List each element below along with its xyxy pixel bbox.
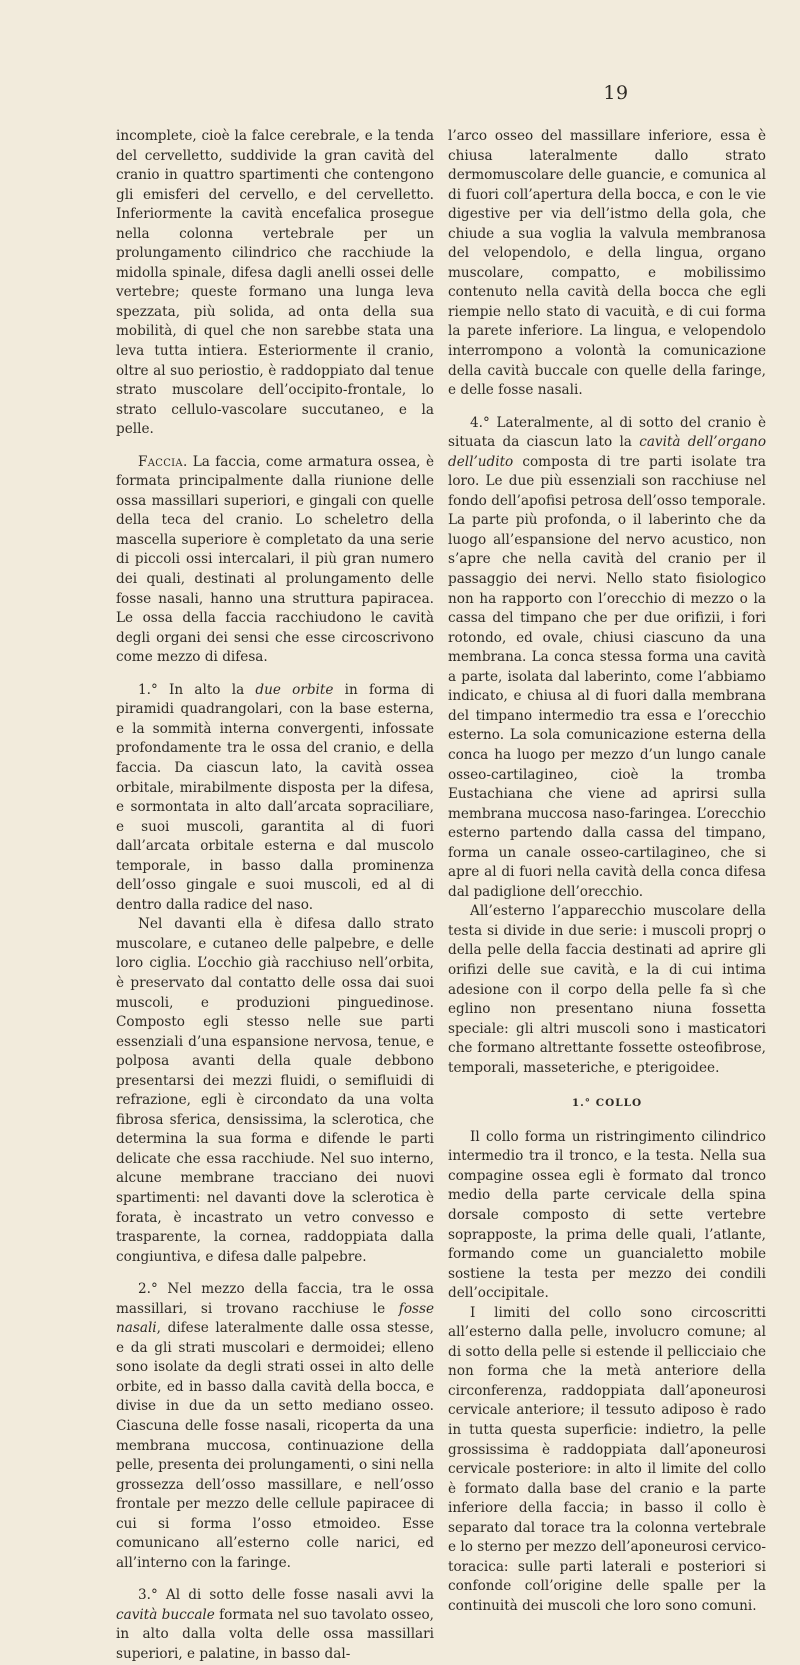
paragraph-text: in forma di piramidi quadrangolari, con la base esterna, e la sommità interna convergenti, infossate profondamente tra le ossa del cranio, e della faccia. Da ciascun lato, la cavità ossea orbitale, mirabilmente disposta per la difesa, e sormontata in alto dall’arcata sopraciliare, e suoi muscoli, garantita al di fuori dall’arcata orbitale esterna e dal muscolo temporale, in basso dalla prominenza dell’osso gingale e suoi muscoli, ed al di dentro dalla radice del naso. <box>116 681 434 913</box>
emphasis: cavità dell’organo dell’udito <box>448 434 766 470</box>
paragraph: Il collo forma un ristringimento cilindrico intermedio tra il tronco, e la testa. Nella sua compagine ossea egli è formato dal tronco medio della parte cervicale della spina dorsale composto di sette vertebre soprapposte, la prima delle quali, l’atlante, formando come un guancialetto mobile sostiene la testa per mezzo dei condili dell’occipitale. <box>448 1128 766 1302</box>
right-column <box>448 127 766 1616</box>
paragraph-text: 4.° Lateralmente, al di sotto del cranio è situata da ciascun lato la <box>448 414 766 451</box>
paragraph-text: 1.° In alto la <box>138 681 256 698</box>
paragraph-text: 3.° Al di sotto delle fosse nasali avvi la <box>138 1587 434 1604</box>
paragraph: All’esterno l’apparecchio muscolare della testa si divide in due serie: i muscoli proprj o della pelle della faccia destinati ad aprire gli orifizi delle sue cavità, e la di cui intima adesione con il corpo della pelle fa sì che eglino non presentano niuna fossetta speciale: gli altri muscoli sono i masticatori che formano altrettante fossette osteofibrose, temporali, masseteriche, e pterigoidee. <box>448 903 766 1076</box>
paragraph: l’arco osseo del massillare inferiore, essa è chiusa lateralmente dallo strato dermomuscolare delle guancie, e comunica al di fuori coll’apertura della bocca, e con le vie digestive per via dell’istmo della gola, che chiude a sua voglia la valvula membranosa del velopendolo, e della lingua, organo muscolare, compatto, e mobilissimo contenuto nella cavità della bocca che egli riempie nello stato di vacuità, e di cui forma la parete inferiore. La lingua, e velopendolo interrompono a volontà la comunicazione della cavità buccale con quelle della faringe, e delle fosse nasali. <box>448 128 766 399</box>
paragraph-cavita-buccale <box>116 1586 434 1664</box>
paragraph-udito <box>448 414 766 903</box>
paragraph-text: 2.° Nel mezzo della faccia, tra le ossa massillari, si trovano racchiuse le <box>116 1281 434 1317</box>
paragraph-fosse-nasali <box>116 1280 434 1573</box>
page-number: 19 <box>603 82 629 104</box>
emphasis: fosse nasali <box>116 1300 434 1337</box>
section-title: 1.° COLLO <box>571 1097 643 1110</box>
paragraph-text: , difese lateralmente dalle ossa stesse, e da gli strati muscolari e dermoidei; elleno sono isolate da degli strati ossei in alto delle orbite, ed in basso dalla cavità della bocca, e divise in due da un setto mediano osseo. Ciascuna delle fosse nasali, ricoperta da una membrana muccosa, continuazione della pelle, presenta dei prolungamenti, o sini nella grossezza dell’osso massillare, e nell’osso frontale per mezzo delle cellule papiracee di cui si forma l’osso etmoideo. Esse comunicano all’esterno colle narici, ed all’interno con la faringe. <box>116 1320 434 1571</box>
paragraph: Nel davanti ella è difesa dallo strato muscolare, e cutaneo delle palpebre, e delle loro ciglia. L’occhio già racchiuso nell’orbita, è preservato dal contatto delle ossa dai suoi muscoli, e produzioni pinguedinose. Composto egli stesso nelle sue parti essenziali d’una espansione nervosa, tenue, e polposa avanti della quale debbono presentarsi dei mezzi fluidi, o semifluidi di refrazione, egli è circondato da una volta fibrosa sferica, densissima, la sclerotica, che determina la sua forma e difende le parti delicate che essa racchiude. Nel suo interno, alcune membrane tracciano dei nuovi spartimenti: nel davanti dove la sclerotica è forata, è incastrato un vetro convesso e trasparente, la cornea, raddoppiata dalla congiuntiva, e difesa dalle palpebre. <box>116 916 434 1265</box>
run-in-heading: Faccia <box>138 453 183 470</box>
emphasis: cavità buccale <box>116 1606 215 1623</box>
paragraph-text: formata nel suo tavolato osseo, in alto dalla volta delle ossa massillari superiori, e palatine, in basso dal- <box>116 1606 434 1663</box>
paragraph: incomplete, cioè la falce cerebrale, e la tenda del cervelletto, suddivide la gran cavità del cranio in quattro spartimenti che contengono gli emisferi del cervello, e del cervelletto. Inferiormente la cavità encefalica prosegue nella colonna vertebrale per un prolungamento cilindrico che racchiude la midolla spinale, difesa dagli anelli ossei delle vertebre; queste formano una lunga leva spezzata, più solida, ad onta della sua mobilità, di quel che non sarebbe stata una leva tutta intiera. Esteriormente il cranio, oltre al suo periostio, è raddoppiato dal tenue strato muscolare dell’occipito-frontale, lo strato cellulo-vascolare succutaneo, e la pelle. <box>116 128 434 438</box>
left-column <box>116 127 434 1665</box>
paragraph: I limiti del collo sono circoscritti all’esterno dalla pelle, involucro comune; al di sotto della pelle si estende il pellicciaio che non forma che la metà anteriore della circonferenza, raddoppiata dall’aponeurosi cervicale anteriore; il tessuto adiposo è rado in tutta questa superficie: indietro, la pelle grossissima è raddoppiata dall’aponeurosi cervicale posteriore: in alto il limite del collo è formato dalla base del cranio e la parte inferiore della faccia; in basso il collo è separato dal torace tra la colonna vertebrale e lo sterno per mezzo dell’aponeurosi cervico-toracica: sulle parti laterali e posteriori si confonde coll’origine delle spalle per la continuità dei muscoli che loro sono comuni. <box>448 1304 766 1614</box>
emphasis: due orbite <box>255 681 334 698</box>
paragraph-orbite <box>116 681 434 916</box>
paragraph-text: composta di tre parti isolate tra loro. Le due più essenziali son racchiuse nel fondo dell’apofisi petrosa dell’osso temporale. La parte più profonda, o il laberinto che da luogo all’espansione del nervo acustico, non s’apre che nella cavità del cranio per il passaggio dei nervi. Nello stato fisiologico non ha rapporto con l’orecchio di mezzo o la cassa del timpano che per due orifizii, i fori rotondo, ed ovale, chiusi ciascuno da una membrana. La conca stessa forma una cavità a parte, isolata dal laberinto, come l’abbiamo indicato, e chiusa al di fuori dalla membrana del timpano intermedio tra essa e l’orecchio esterno. La sola comunicazione esterna della conca ha luogo per mezzo d’un lungo canale osseo-cartilagineo, cioè la tromba Eustachiana che viene ad aprirsi sulla membrana muccosa naso-faringea. L’orecchio esterno partendo dalla cassa del timpano, forma un canale osseo-cartilagineo, che si apre al di fuori nella cavità della conca difesa dal padiglione dell’orecchio. <box>448 453 766 900</box>
paragraph-text: . La faccia, come armatura ossea, è formata principalmente dalla riunione delle ossa massillari superiori, e gingali con quelle della teca del cranio. Lo scheletro della mascella superiore è completato da una serie di piccoli ossi intercalari, il più gran numero dei quali, destinati al prolungamento delle fosse nasali, hanno una struttura papiracea. Le ossa della faccia racchiudono le cavità degli organi dei sensi che esse circoscrivono come mezzo di difesa. <box>116 453 434 666</box>
paragraph-faccia <box>116 453 434 668</box>
